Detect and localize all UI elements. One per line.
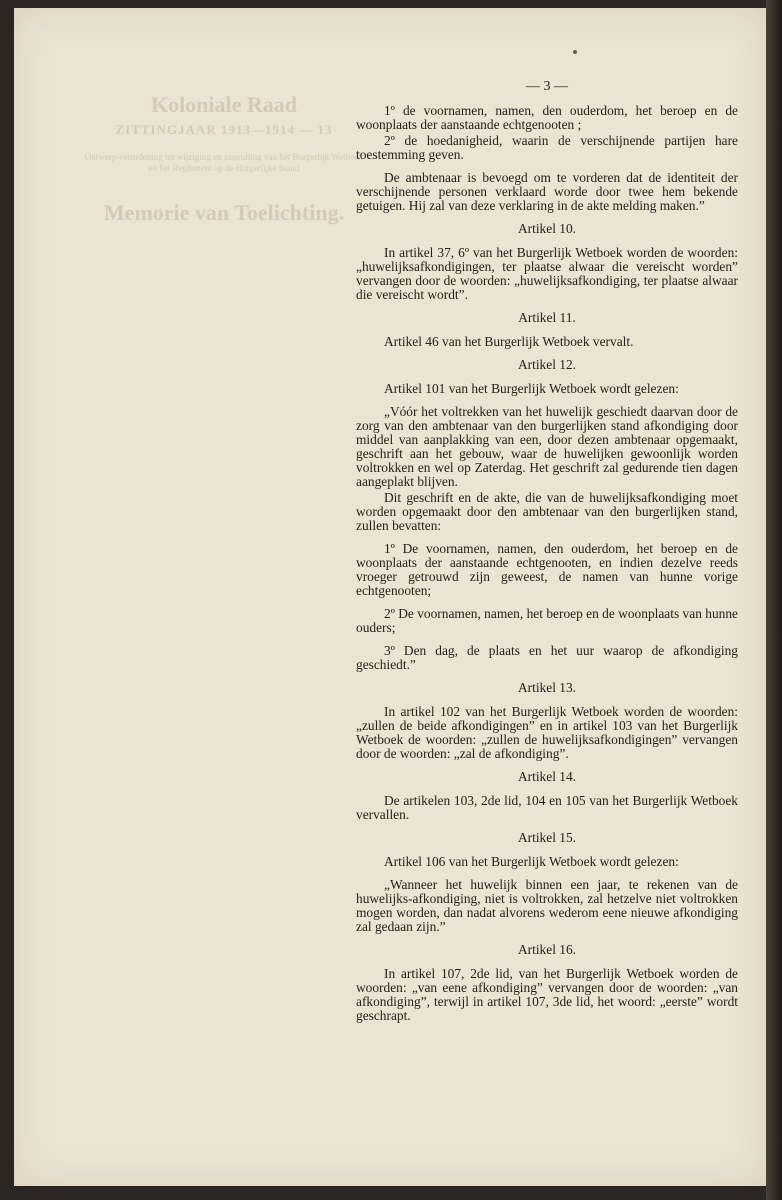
article-heading: Artikel 10. bbox=[517, 221, 576, 236]
text-column bbox=[356, 80, 738, 1032]
page-number: — 3 — bbox=[526, 79, 568, 94]
paragraph: Artikel 46 van het Burgerlijk Wetboek vervalt. bbox=[384, 334, 634, 349]
article-heading: Artikel 11. bbox=[518, 310, 576, 325]
paragraph: 2º De voornamen, namen, het beroep en de woonplaats van hunne ouders; bbox=[356, 606, 738, 635]
paragraph: 3º Den dag, de plaats en het uur waarop de afkondiging geschiedt.” bbox=[356, 643, 738, 672]
article-heading: Artikel 16. bbox=[517, 942, 576, 957]
paragraph: In artikel 102 van het Burgerlijk Wetboek worden de woorden: „zullen de beide afkondigingen” en in artikel 103 van het Burgerlijk Wetboek de woorden: „zullen de huwelijksafkondigingen” vervangen door de woorden: „zal de afkondiging”. bbox=[356, 704, 738, 761]
paragraph: „Wanneer het huwelijk binnen een jaar, te rekenen van de huwelijks-afkondiging, niet is voltrokken, zal hetzelve niet voltrokken mogen worden, dan nadat alvorens wederom eene nieuwe afkondiging zal gedaan zijn.” bbox=[356, 877, 738, 934]
article-heading: Artikel 13. bbox=[517, 680, 576, 695]
paragraph: In artikel 107, 2de lid, van het Burgerlijk Wetboek worden de woorden: „van eene afkondiging” vervangen door de woorden: „van afkondiging”, terwijl in artikel 107, 3de lid, het woord: „eerste” wordt geschrapt. bbox=[356, 966, 738, 1023]
article-heading: Artikel 15. bbox=[517, 830, 576, 845]
article-heading: Artikel 14. bbox=[517, 769, 576, 784]
paragraph: In artikel 37, 6º van het Burgerlijk Wetboek worden de woorden: „huwelijksafkondigingen, ter plaatse alwaar die vereischt worden” vervangen door de woorden: „huwelijksafkondiging, ter plaatse alwaar die vereischt wordt”. bbox=[356, 245, 738, 302]
paragraph: 1º De voornamen, namen, den ouderdom, het beroep en de woonplaats der aanstaande echtgenooten, en indien dezelve reeds vroeger getrouwd zijn geweest, de namen van hunne vorige echtgenooten; bbox=[356, 541, 738, 598]
paragraph: De artikelen 103, 2de lid, 104 en 105 van het Burgerlijk Wetboek vervallen. bbox=[356, 793, 738, 822]
paragraph: Artikel 101 van het Burgerlijk Wetboek wordt gelezen: bbox=[384, 381, 679, 396]
article-heading: Artikel 12. bbox=[517, 357, 576, 372]
bleed-through-text bbox=[84, 92, 364, 226]
paragraph: „Vóór het voltrekken van het huwelijk geschiedt daarvan door de zorg van den ambtenaar van den burgerlijken stand afkondiging door middel van aanplakking van een, door dezen ambtenaar opgemaakt, geschrift aan het gebouw, waar de huwelijken gewoonlijk worden voltrokken en wel op Zaterdag. Het geschrift zal gedurende tien dagen aangeplakt blijven. bbox=[356, 404, 738, 489]
ghost-line-4: Memorie van Toelichting. bbox=[103, 200, 345, 225]
ghost-line-1: Koloniale Raad bbox=[150, 92, 298, 117]
ghost-line-2: ZITTINGJAAR 1913—1914 — 13 bbox=[115, 122, 333, 137]
paragraph: Artikel 106 van het Burgerlijk Wetboek wordt gelezen: bbox=[384, 854, 679, 869]
paragraph: Dit geschrift en de akte, die van de huwelijksafkondiging moet worden opgemaakt door den ambtenaar van den burgerlijken stand, zullen bevatten: bbox=[356, 490, 738, 533]
speck bbox=[573, 50, 577, 54]
paragraph: De ambtenaar is bevoegd om te vorderen dat de identiteit der verschijnende personen verklaard worde door twee hem bekende getuigen. Hij zal van deze verklaring in de akte melding maken.” bbox=[356, 170, 738, 213]
paragraph: 2º de hoedanigheid, waarin de verschijnende partijen hare toestemming geven. bbox=[356, 133, 738, 162]
ghost-line-3: Ontwerp-verordening tot wijziging en aanvulling van het Burgerlijk Wetboek en het Reglement op de Burgerlijke Stand bbox=[84, 152, 364, 173]
paragraph: 1º de voornamen, namen, den ouderdom, het beroep en de woonplaats der aanstaande echtgenooten ; bbox=[356, 103, 738, 132]
page-edge bbox=[766, 0, 782, 1200]
